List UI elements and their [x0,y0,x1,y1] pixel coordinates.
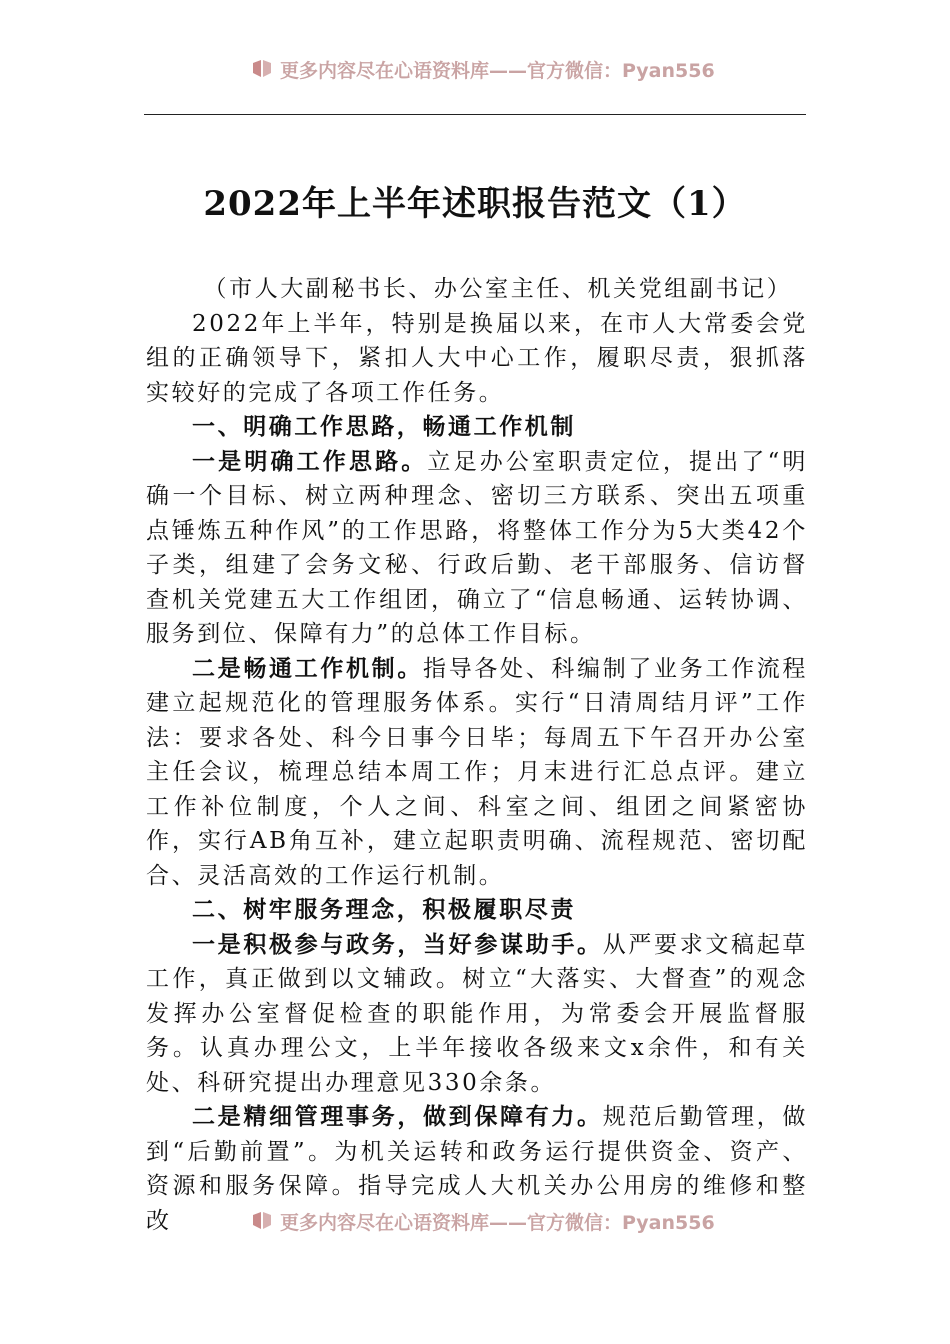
paragraph-text: 规范后勤管理，做到“后勤前置”。为机关运转和政务运行提供资金、资产、资源和服务保障。指导完成人大机关办公用房的维修和整改 [146,1104,808,1234]
paragraph-text: 指导各处、科编制了业务工作流程建立起规范化的管理服务体系。实行“日清周结月评”工作法：要求各处、科今日事今日毕；每周五下午召开办公室主任会议，梳理总结本周工作；月末进行汇总点评。建立工作补位制度，个人之间、科室之间、组团之间紧密协作，实行AB角互补，建立起职责明确、流程规范、密切配合、灵活高效的工作运行机制。 [146,655,809,889]
paragraph [146,928,808,1101]
paragraph [146,652,808,894]
paragraph-lead: 二是精细管理事务，做到保障有力。 [192,1103,603,1130]
watermark-logo-icon [250,1209,274,1233]
document-subtitle: （市人大副秘书长、办公室主任、机关党组副书记） [203,276,793,302]
footer-watermark [250,1208,770,1234]
paragraph-lead: 一是积极参与政务，当好参谋助手。 [192,930,603,958]
watermark-logo-icon [250,57,274,81]
header-rule [144,114,806,115]
paragraph-lead: 二是畅通工作机制。 [192,654,424,682]
document-body [146,272,808,1238]
watermark-text: 更多内容尽在心语资料库——官方微信：Pyan556 [280,59,715,82]
section-heading-2: 二、树牢服务理念，积极履职尽责 [192,896,576,923]
header-watermark [250,56,770,82]
intro-paragraph: 2022年上半年，特别是换届以来，在市人大常委会党组的正确领导下，紧扣人大中心工作，履职尽责，狠抓落实较好的完成了各项工作任务。 [146,310,808,406]
paragraph-text: 立足办公室职责定位，提出了“明确一个目标、树立两种理念、密切三方联系、突出五项重点锤炼五种作风”的工作思路，将整体工作分为5大类42个子类，组建了会务文秘、行政后勤、老干部服务、信访督查机关党建五大工作组团，确立了“信息畅通、运转协调、服务到位、保障有力”的总体工作目标。 [146,448,808,647]
watermark-text: 更多内容尽在心语资料库——官方微信：Pyan556 [280,1211,715,1234]
paragraph-text: 从严要求文稿起草工作，真正做到以文辅政。树立“大落实、大督查”的观念发挥办公室督促检查的职能作用，为常委会开展监督服务。认真办理公文，上半年接收各级来文x余件，和有关处、科研究提出办理意见330余条。 [146,931,808,1096]
section-heading-1: 一、明确工作思路，畅通工作机制 [192,413,576,440]
document-title: 2022年上半年述职报告范文（1） [203,184,747,224]
paragraph-lead: 一是明确工作思路。 [192,447,428,475]
paragraph [146,445,808,652]
